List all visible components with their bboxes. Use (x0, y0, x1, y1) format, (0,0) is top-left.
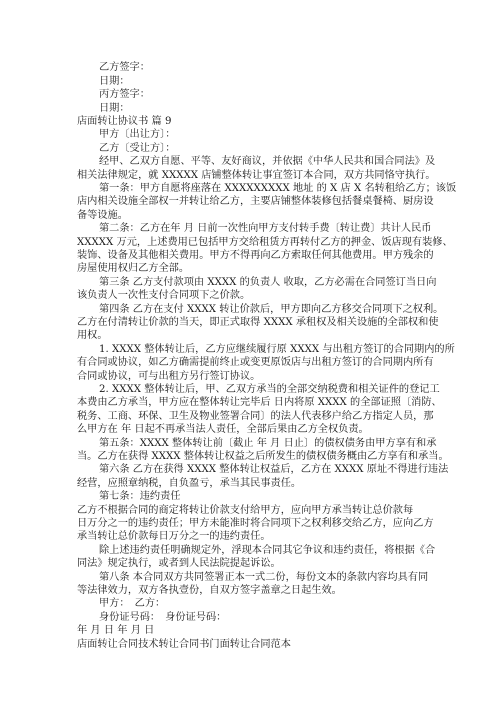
text-line: 甲方〔出让方〕： (99, 129, 176, 140)
text-line: 日万分之一的违约责任；甲方未能准时将合同项下之权利移交给乙方，应向乙方 (77, 518, 434, 529)
text-line: 第六条 乙方在获得 XXXX 整体转让权益后，乙方在 XXXX 原址不得进行违法 (99, 464, 449, 475)
text-line: 第五条：XXXX 整体转让前〔截止 年 月 日止〕的债权债务由甲方享有和承 (99, 438, 437, 449)
text-line: 经甲、乙双方自愿、平等、友好商议，并依据《中华人民共和国合同法》及 (99, 156, 436, 167)
text-line: 店内相关设施全部权一并转让给乙方，主要店铺整体装修包括餐桌餐椅、厨房设 (77, 196, 434, 207)
text-line: 日期： (99, 103, 130, 114)
text-line: 店面转让合同技术转让合同书门面转让合同范本 (77, 639, 291, 650)
text-line: 同法》规定执行，或者到人民法院提起诉讼。 (77, 558, 281, 569)
text-line: 乙方在付清转让价款的当天，即正式取得 XXXX 承租权及相关设施的全部权和使 (77, 317, 439, 328)
text-line: 承当转让总价款每日万分之一的违约责任。 (77, 531, 271, 542)
text-line: XXXXX 万元，上述费用已包括甲方交给租赁方再转付乙方的押金、饭店现有装修、 (77, 237, 453, 248)
text-line: 备等设施。 (77, 210, 128, 221)
text-line: 相关法律规定，就 XXXXX 店铺整体转让事宜签订本合同，双方共同恪守执行。 (77, 170, 436, 181)
text-line: 房屋使用权归乙方全部。 (77, 263, 190, 274)
text-line: 装饰、设备及其他相关费用。甲方不得再向乙方索取任何其他费用。甲方残余的 (77, 250, 434, 261)
text-line: 第八条 本合同双方共同签署正本一式二份，每份文本的条款内容均具有同 (99, 572, 429, 583)
text-line: 丙方签字： (99, 89, 150, 100)
text-line: 用权。 (77, 330, 108, 341)
text-line: 合同或协议，可与出租方另行签订协议。 (77, 371, 261, 382)
text-line: 乙方〔受让方〕： (99, 143, 176, 154)
text-line: 本费由乙方承当，甲方应在整体转让完毕后 日内将原 XXXX 的全部证照〔消防、 (77, 397, 442, 408)
text-line: 当。乙方在获得 XXXX 整体转让权益之后所发生的债权债务概由乙方享有和承当。 (77, 451, 449, 462)
text-line: 乙方不根据合同的商定将转让价款支付给甲方，应向甲方承当转让总价款每 (77, 505, 414, 516)
text-line: 第一条：甲方自愿将座落在 XXXXXXXXX 地址 的 X 店 X 名转租给乙方；该饭 (99, 183, 457, 194)
text-line: 经营，应照章纳税，自负盈亏，承当其民事责任。 (77, 478, 302, 489)
text-line: 乙方签字： (99, 62, 150, 73)
text-line: 第七条：违约责任 (99, 491, 181, 502)
text-line: 么甲方在 年 日起不再承当法人责任，全部后果由乙方全权负责。 (77, 424, 369, 435)
text-line: 第三条 乙方支付款项由 XXXX 的负责人 收取，乙方必需在合同签订当日向 (99, 277, 437, 288)
text-line: 日期： (99, 76, 130, 87)
text-line: 等法律效力，双方各执壹份，自双方签字盖章之日起生效。 (77, 585, 342, 596)
section-title: 店面转让协议书 篇 9 (77, 116, 172, 127)
text-line: 年 月 日 年 月 日 (77, 625, 155, 636)
text-line: 除上述违约责任明确规定外，浮现本合同其它争议和违约责任，将根据《合 (99, 545, 436, 556)
text-line: 该负责人一次性支付合同项下之价款。 (77, 290, 251, 301)
text-line: 2. XXXX 整体转让后，甲、乙双方承当的全部交纳税费和相关证件的登记工 (99, 384, 440, 395)
text-line: 有合同或协议，如乙方确需提前终止或变更原饭店与出租方签订的合同期内所有 (77, 357, 434, 368)
text-line: 身份证号码： 身份证号码： (99, 612, 227, 623)
text-line: 第二条：乙方在年 月 日前一次性向甲方支付转手费〔转让费〕共计人民币 (99, 223, 432, 234)
text-line: 税务、工商、环保、卫生及物业签署合同〕的法人代表移户给乙方指定人员，那 (77, 411, 434, 422)
text-line: 1. XXXX 整体转让后，乙方应继续履行原 XXXX 与出租方签订的合同期内的所 (99, 344, 455, 355)
text-line: 第四条 乙方在支付 XXXX 转让价款后，甲方即向乙方移交合同项下之权利。 (99, 304, 444, 315)
text-line: 甲方： 乙方： (99, 598, 166, 609)
